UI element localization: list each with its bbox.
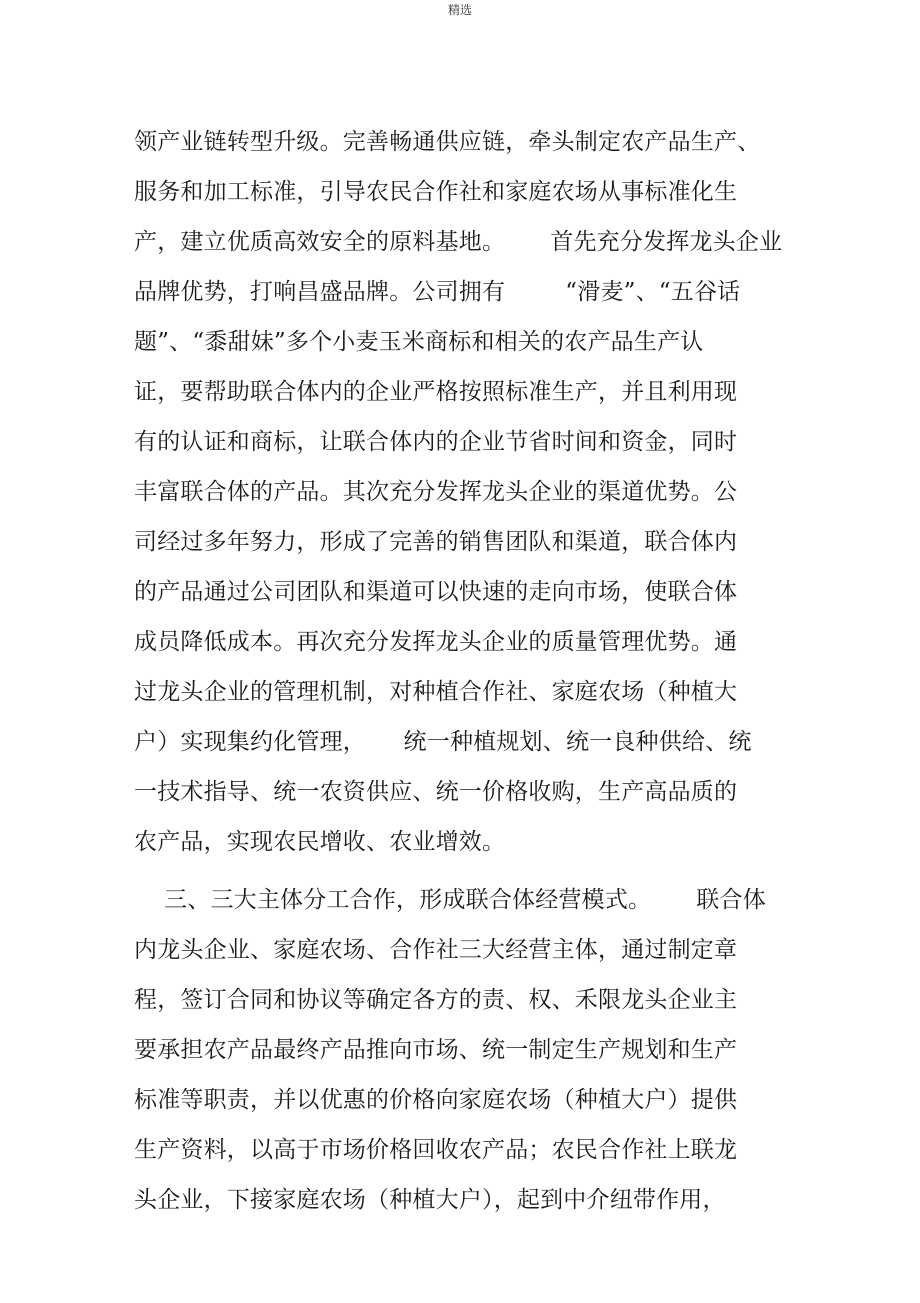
text-line: 成员降低成本。再次充分发挥龙头企业的质量管理优势。通 xyxy=(134,629,738,655)
text-line: 头企业，下接家庭农场（种植大户），起到中介纽带作用， xyxy=(134,1187,726,1213)
text-line: 三、三大主体分工合作，形成联合体经营模式。 联合体 xyxy=(134,887,766,913)
text-line: 一技术指导、统一农资供应、统一价格收购，生产高品质的 xyxy=(134,779,738,805)
text-line: 产，建立优质高效安全的原料基地。 首先充分发挥龙头企业 xyxy=(134,229,783,255)
text-line: 的产品通过公司团队和渠道可以快速的走向市场，使联合体 xyxy=(134,579,738,605)
text-line: 证，要帮助联合体内的企业严格按照标准生产，并且利用现 xyxy=(134,379,738,405)
text-line: 生产资料，以高于市场价格回收农产品；农民合作社上联龙 xyxy=(134,1137,738,1163)
text-line: 户）实现集约化管理， 统一种植规划、统一良种供给、统 xyxy=(134,729,752,755)
page-header-mark: 精选 xyxy=(447,3,472,17)
text-line: 内龙头企业、家庭农场、合作社三大经营主体，通过制定章 xyxy=(134,937,738,963)
text-line: 程，签订合同和协议等确定各方的责、权、禾限龙头企业主 xyxy=(134,987,738,1013)
text-line: 有的认证和商标，让联合体内的企业节省时间和资金，同时 xyxy=(134,429,738,455)
text-line: 丰富联合体的产品。其次充分发挥龙头企业的渠道优势。公 xyxy=(134,479,738,505)
text-line: 农产品，实现农民增收、农业增效。 xyxy=(134,829,506,855)
text-line: 服务和加工标准，引导农民合作社和家庭农场从事标准化生 xyxy=(134,179,738,205)
text-line: 司经过多年努力，形成了完善的销售团队和渠道，联合体内 xyxy=(134,529,738,555)
text-line: 题”、“黍甜妹”多个小麦玉米商标和相关的农产品生产认 xyxy=(134,329,704,355)
text-line: 过龙头企业的管理机制，对种植合作社、家庭农场（种植大 xyxy=(134,679,738,705)
text-line: 标准等职责，并以优惠的价格向家庭农场（种植大户）提供 xyxy=(134,1087,738,1113)
text-line: 领产业链转型升级。完善畅通供应链，牵头制定农产品生产、 xyxy=(134,129,761,155)
text-line: 要承担农产品最终产品推向市场、统一制定生产规划和生产 xyxy=(134,1037,738,1063)
text-line: 品牌优势，打响昌盛品牌。公司拥有 “滑麦”、“五谷话 xyxy=(134,279,741,305)
